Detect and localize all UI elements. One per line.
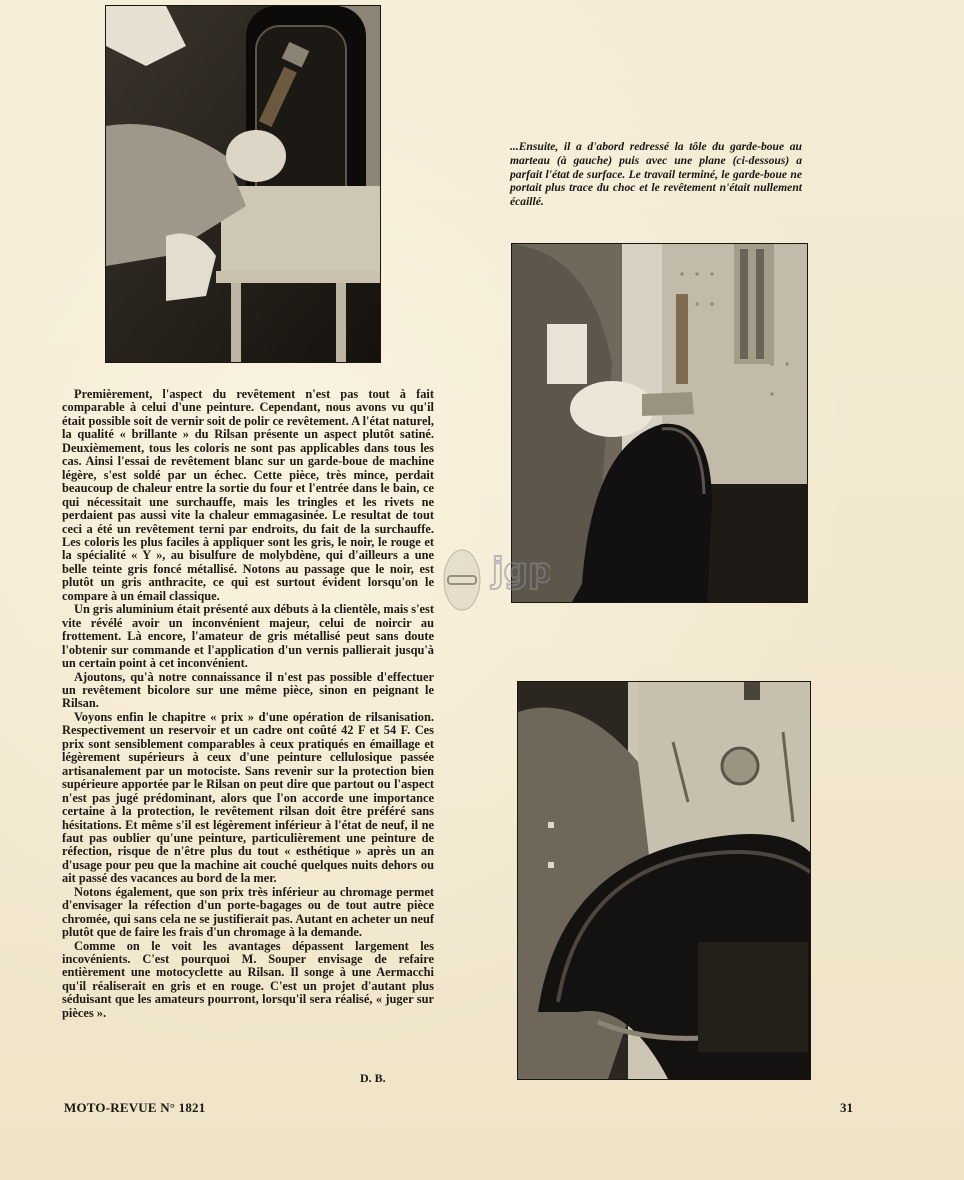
article-paragraph-3: Ajoutons, qu'à notre connaissance il n'est pas possible d'effectuer un revêtement bicolore sur une même pièce, sinon en peignant le Rilsan. [62, 669, 434, 711]
jgp-watermark [440, 540, 550, 640]
photo-caption: ...Ensuite, il a d'abord redressé la tôle du garde-boue au marteau (à gauche) puis avec une plane (ci-dessous) a parfait l'état de surface. Le travail terminé, le garde-boue ne portait plus trace du choc et le revêtement n'était nullement écaillé. [510, 140, 802, 209]
article-paragraph-6: Comme on le voit les avantages dépassent largement les incovénients. C'est pourquoi M. Souper envisage de refaire entièrement une motocyclette au Rilsan. Il songe à une Aermacchi qu'il réaliserait en gris et en rouge. C'est un projet d'autant plus séduisant que les amateurs pourront, lorsqu'il sera réalisé, « juger sur pièces ». [62, 938, 434, 1020]
page-number: 31 [840, 1100, 853, 1115]
article-paragraph-2: Un gris aluminium était présenté aux débuts à la clientèle, mais s'est vite révélé avoir un inconvénient majeur, celui de noircir au frottement. Là encore, l'amateur de gris métallisé peut sans doute l'obtenir sur commande et l'application d'un vernis pallierait jusqu'à un certain point à cet inconvénient. [62, 602, 434, 671]
photo-hammering-mudguard [106, 6, 380, 362]
article-paragraph-4: Voyons enfin le chapitre « prix » d'une opération de rilsanisation. Respectivement un reservoir et un cadre ont coûté 42 F et 54 F. Ces prix sont sensiblement comparables à ceux pratiqués en émaillage et légèrement supérieurs à ceux d'une peinture cellulosique passée artisanalement par un motociste. Sans revenir sur la protection bien supérieure apportée par le Rilsan on peut dire que partout ou l'aspect n'est pas jugé prédominant, alors que l'on accorde une importance certaine à la protection, le revêtement rilsan doit être préféré sans hésitations. Et même s'il est légèrement inférieur à l'état de neuf, il ne faut pas oublier qu'une peinture, particulièrement une peinture de réfection, risque de n'être plus du tout « esthétique » après un an d'usage pour peu que la machine ait couché quelques nuits dehors ou ait passé des vacances au bord de la mer. [62, 709, 434, 886]
author-signature: D. B. [360, 1071, 386, 1085]
photo-finished-mudguard [518, 682, 810, 1079]
photo-straightening-mudguard [512, 244, 807, 602]
article-paragraph-1: Premièrement, l'aspect du revêtement n'est pas tout à fait comparable à celui d'une peinture. Cependant, nous avons vu qu'il était possible soit de vernir soit de polir ce revêtement. A l'état naturel, la qualité « brillante » du Rilsan présente un aspect plutôt satiné. Deuxièmement, tous les coloris ne sont pas applicables dans tous les cas. Ainsi l'essai de revêtement blanc sur un garde-boue de machine légère, s'est soldé par un échec. Cette pièce, très mince, perdait beaucoup de chaleur entre la sortie du four et l'entrée dans le bain, ce qui nécessitait une surchauffe, mais les tringles et les rivets ne perdaient pas aussi vite la chaleur emmagasinée. Le resultat de tout ceci a été un revêtement terni par endroits, du fait de la surchauffe. Les coloris les plus faciles à appliquer sont les gris, le noir, le rouge et la spécialité « Y », au bisulfure de molybdène, qui d'ailleurs a une belle teinte gris foncé métallisé. Notons au passage que le noir, est plutôt un gris anthracite, ce qui est surtout évident lorsqu'on le compare à un émail classique. [62, 387, 434, 603]
article-body [62, 388, 434, 1020]
article-paragraph-5: Notons également, que son prix très inférieur au chromage permet d'envisager la réfection d'un porte-bagages ou de tout autre pièce chromée, qui sans cela ne se justifierait pas. Autant en acheter un neuf plutôt que de faire les frais d'un chromage à la demande. [62, 884, 434, 940]
magazine-footer: MOTO-REVUE N° 1821 [64, 1100, 206, 1115]
watermark-text: jgp [492, 551, 550, 591]
